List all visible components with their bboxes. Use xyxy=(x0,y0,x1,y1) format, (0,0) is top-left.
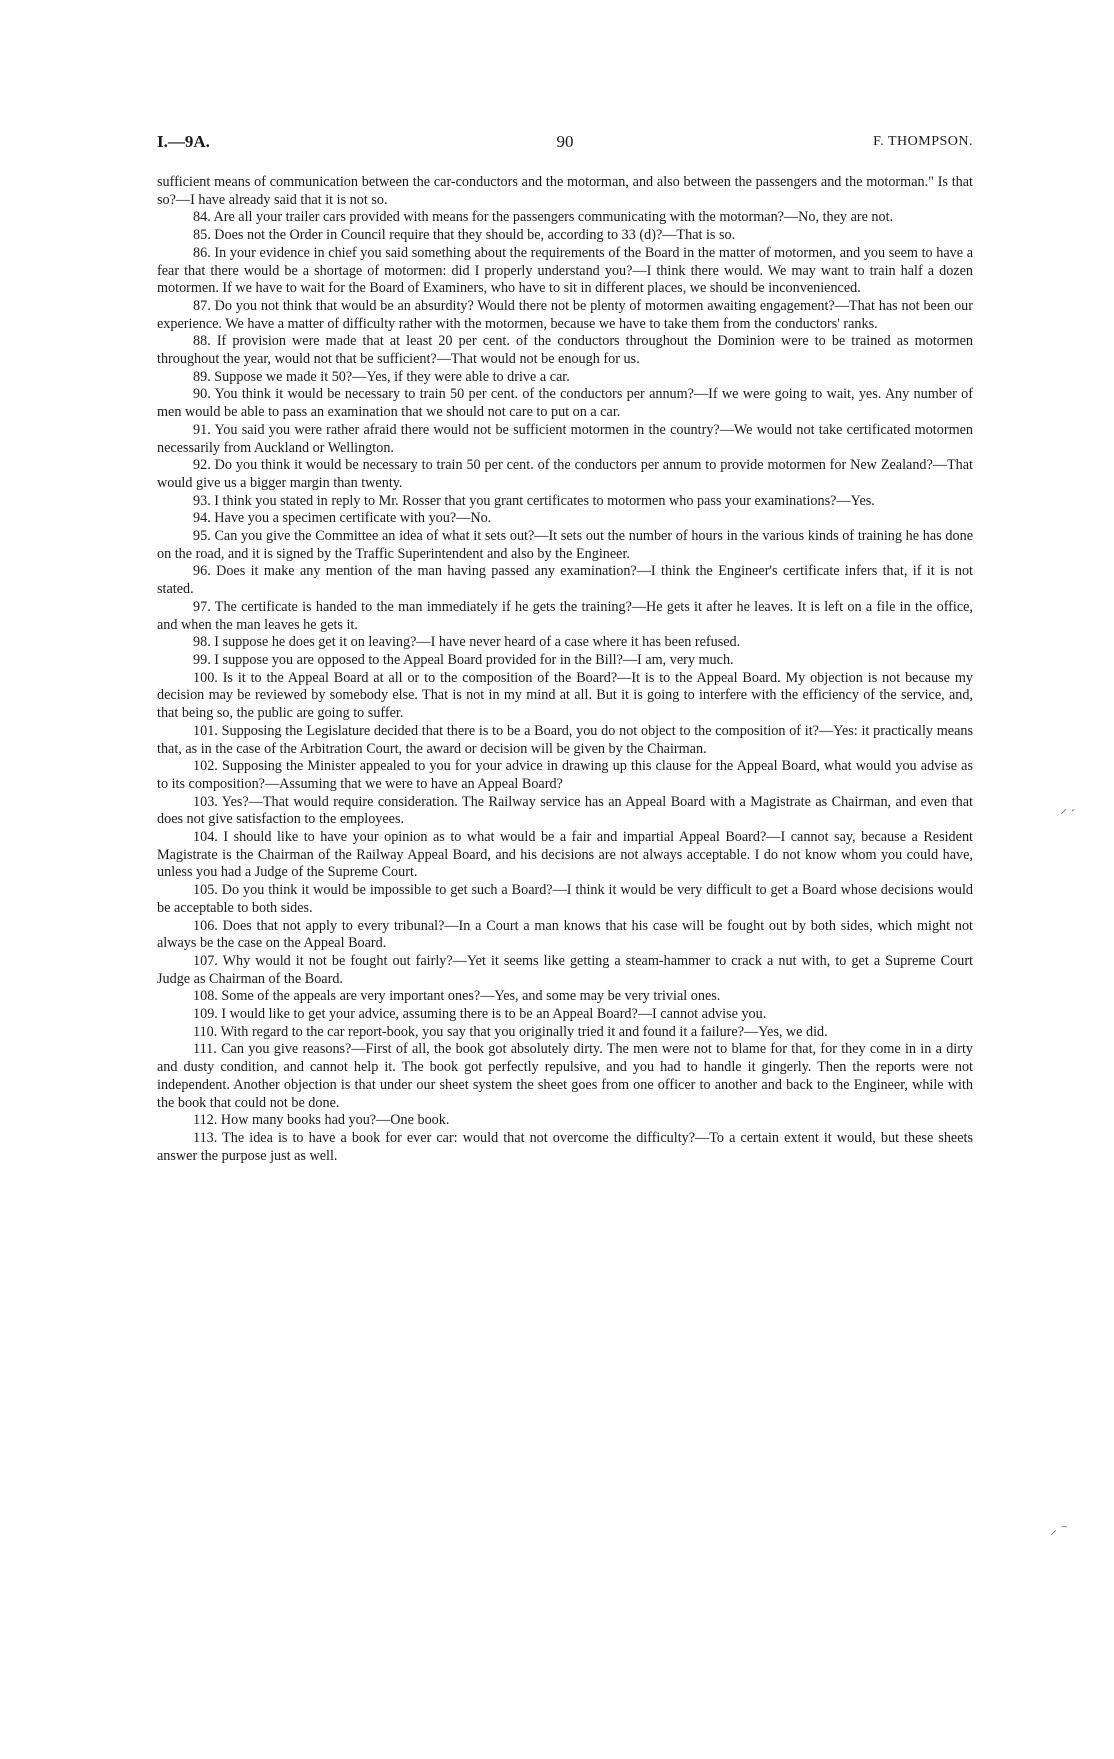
question-90: 90. You think it would be necessary to train 50 per cent. of the conductors per annum?—If we were going to wait, yes. Any number of men would be able to pass an examination that we should not care to put on a car. xyxy=(157,386,973,421)
document-reference: I.—9A. xyxy=(157,132,210,151)
question-110: 110. With regard to the car report-book, you say that you originally tried it and found it a failure?—Yes, we did. xyxy=(193,1023,828,1040)
question-95: 95. Can you give the Committee an idea of what it sets out?—It sets out the number of hours in the various kinds of training he has done on the road, and it is signed by the Traffic Superintendent and also by the Engineer. xyxy=(157,528,973,562)
transcript-body xyxy=(157,174,973,1165)
question-103: 103. Yes?—That would require consideration. The Railway service has an Appeal Board with a Magistrate as Chairman, and even that does not give satisfaction to the employees. xyxy=(157,793,973,828)
question-92: 92. Do you think it would be necessary to train 50 per cent. of the conductors per annum to provide motormen for New Zealand?—That would give us a bigger margin than twenty. xyxy=(157,457,973,491)
question-102: 102. Supposing the Minister appealed to you for your advice in drawing up this clause for the Appeal Board, what would you advise as to its composition?—Assuming that we were to have an Appeal Board? xyxy=(157,758,973,792)
question-98: 98. I suppose he does get it on leaving?—I have never heard of a case where it has been refused. xyxy=(193,634,741,651)
question-89: 89. Suppose we made it 50?—Yes, if they were able to drive a car. xyxy=(193,368,570,385)
question-93: 93. I think you stated in reply to Mr. Rosser that you grant certificates to motormen who pass your examinations?—Yes. xyxy=(193,492,875,509)
question-105: 105. Do you think it would be impossible to get such a Board?—I think it would be very difficult to get a Board whose decisions would be acceptable to both sides. xyxy=(157,882,973,916)
question-86: 86. In your evidence in chief you said something about the requirements of the Board in the matter of motormen, and you seem to have a fear that there would be a shortage of motormen: did I properly understand you?—I think there would. We may want to train half a dozen motormen. If we have to wait for the Board of Examiners, who have to sit in different places, we should be inconvenienced. xyxy=(157,244,973,297)
question-109: 109. I would like to get your advice, assuming there is to be an Appeal Board?—I cannot advise you. xyxy=(193,1006,767,1023)
question-113: 113. The idea is to have a book for ever car: would that not overcome the difficulty?—To a certain extent it would, but these sheets answer the purpose just as well. xyxy=(157,1129,973,1164)
question-106: 106. Does that not apply to every tribunal?—In a Court a man knows that his case will be fought out by both sides, which might not always be the case on the Appeal Board. xyxy=(157,917,973,952)
question-99: 99. I suppose you are opposed to the Appeal Board provided for in the Bill?—I am, very much. xyxy=(193,651,734,668)
margin-mark: ⸝ ⁻ xyxy=(1050,1523,1068,1538)
question-88: 88. If provision were made that at least 20 per cent. of the conductors throughout the Dominion were to be trained as motormen throughout the year, would not that be sufficient?—That would not be enough for us. xyxy=(157,333,973,368)
question-84: 84. Are all your trailer cars provided with means for the passengers communicating with the motorman?—No, they are not. xyxy=(193,209,894,226)
question-87: 87. Do you not think that would be an absurdity? Would there not be plenty of motormen awaiting engagement?—That has not been our experience. We have a matter of difficulty rather with the motormen, because we have to take them from the conductors' ranks. xyxy=(157,297,973,332)
question-111: 111. Can you give reasons?—First of all, the book got absolutely dirty. The men were not to blame for that, for they come in in a dirty and dusty condition, and cannot help it. The book got perfectly repulsive, and you had to handle it gingerly. Then the reports were not independent. Another objection is that under our sheet system the sheet goes from one officer to another and back to the Engineer, while with the book that could not be done. xyxy=(157,1041,973,1111)
question-101: 101. Supposing the Legislature decided that there is to be a Board, you do not object to the composition of it?—Yes: it practically means that, as in the case of the Arbitration Court, the award or decision will be given by the Chairman. xyxy=(157,722,973,757)
question-108: 108. Some of the appeals are very important ones?—Yes, and some may be very trivial ones. xyxy=(193,988,721,1005)
question-107: 107. Why would it not be fought out fairly?—Yet it seems like getting a steam-hammer to crack a nut with, to get a Supreme Court Judge as Chairman of the Board. xyxy=(157,952,973,987)
witness-name: F. THOMPSON. xyxy=(873,134,973,149)
question-94: 94. Have you a specimen certificate with you?—No. xyxy=(193,510,492,527)
question-96: 96. Does it make any mention of the man having passed any examination?—I think the Engineer's certificate infers that, if it is not stated. xyxy=(157,563,973,598)
paragraph-continuation: sufficient means of communication between the car-conductors and the motorman, and also between the passengers and the motorman." Is that so?—I have already said that it is not so. xyxy=(157,174,973,208)
question-104: 104. I should like to have your opinion as to what would be a fair and impartial Appeal Board?—I cannot say, because a Resident Magistrate is the Chairman of the Railway Appeal Board, and his decisions are not always acceptable. I do not know whom you could have, unless you had a Judge of the Supreme Court. xyxy=(157,829,973,881)
question-100: 100. Is it to the Appeal Board at all or to the composition of the Board?—It is to the Appeal Board. My objection is not because my decision may be reviewed by somebody else. That is not in my mind at all. But it is going to interfere with the efficiency of the service, and, that being so, the public are going to suffer. xyxy=(157,669,973,722)
question-112: 112. How many books had you?—One book. xyxy=(193,1112,450,1129)
page-header xyxy=(157,130,973,154)
question-91: 91. You said you were rather afraid there would not be sufficient motormen in the country?—We would not take certificated motormen necessarily from Auckland or Wellington. xyxy=(157,421,973,456)
margin-mark: ⸍ ´ xyxy=(1060,808,1076,823)
question-97: 97. The certificate is handed to the man immediately if he gets the training?—He gets it after he leaves. It is left on a file in the office, and when the man leaves he gets it. xyxy=(157,598,973,633)
page-number: 90 xyxy=(556,132,574,151)
question-85: 85. Does not the Order in Council require that they should be, according to 33 (d)?—That is so. xyxy=(193,227,736,244)
